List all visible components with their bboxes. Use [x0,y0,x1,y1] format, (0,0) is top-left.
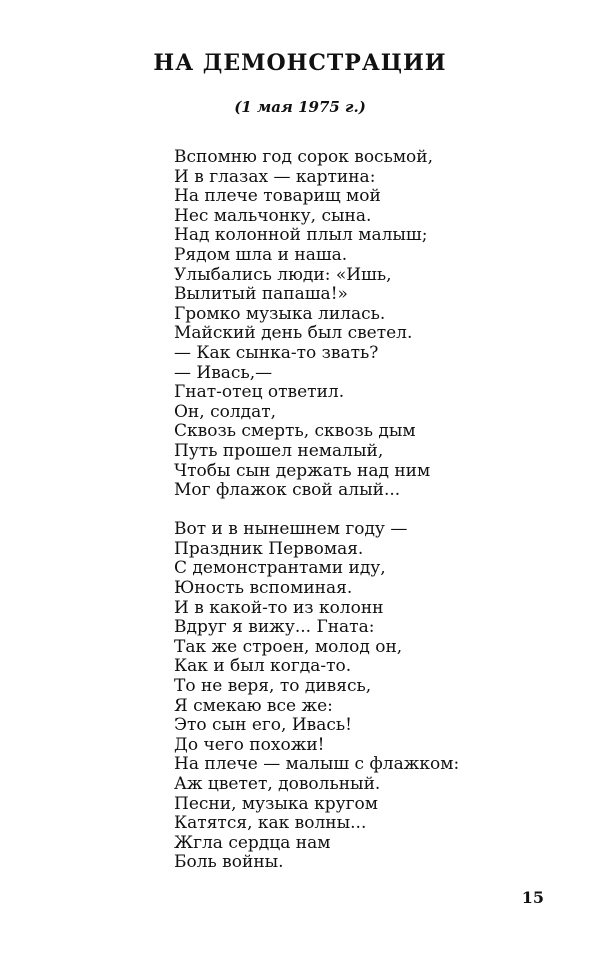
poem-line: — Как сынка-то звать? [174,342,379,363]
poem-line: Громко музыка лилась. [174,303,386,324]
poem-line: Аж цветет, довольный. [174,774,381,794]
poem-line: Вылитый папаша!» [174,284,348,305]
poem-line: Над колонной плыл малыш; [174,225,428,246]
stanza-1 [174,148,574,501]
poem-line: Чтобы сын держать над ним [174,460,431,481]
poem-line: Боль войны. [174,852,284,873]
poem-line: До чего похожи! [174,734,325,755]
poem-line: Как и был когда-то. [174,656,352,677]
poem-dedication: (1 мая 1975 г.) [234,98,366,116]
poem-line: И в глазах — картина: [174,166,376,187]
poem-line: И в какой-то из колонн [174,597,384,618]
poem-title: НА ДЕМОНСТРАЦИИ [153,50,447,76]
poem-line: Вспомню год сорок восьмой, [174,147,434,167]
poem-line: На плече товарищ мой [174,186,381,207]
stanza-2 [174,520,574,873]
poem-line: Сквозь смерть, сквозь дым [174,421,416,442]
poem-body [174,148,574,873]
poem-line: Путь прошел немалый, [174,440,384,461]
poem-line: Улыбались люди: «Ишь, [174,264,392,285]
poem-line: Песни, музыка кругом [174,793,378,814]
poem-line: То не веря, то дивясь, [174,676,372,697]
poem-line: Майский день был светел. [174,323,413,344]
page-number: 15 [521,888,544,907]
poem-line: Нес мальчонку, сына. [174,205,372,226]
poem-line: Это сын его, Ивась! [174,715,352,736]
poem-line: — Ивась,— [174,362,273,383]
poem-line: Вдруг я вижу... Гната: [174,617,375,638]
poem-line: Вот и в нынешнем году — [174,519,408,540]
poem-line: С демонстрантами иду, [174,558,386,579]
poem-line: Я смекаю все же: [174,695,333,716]
poem-line: Праздник Первомая. [174,538,364,559]
poem-line: Рядом шла и наша. [174,244,348,265]
poem-line: Он, солдат, [174,401,277,422]
poem-line: Гнат-отец ответил. [174,382,345,403]
poem-line: Жгла сердца нам [174,832,331,853]
poem-line: Юность вспоминая. [174,578,353,599]
poem-line: Катятся, как волны... [174,813,367,834]
poem-line: Так же строен, молод он, [174,636,403,657]
poem-line: На плече — малыш с флажком: [174,754,460,775]
poem-line: Мог флажок свой алый... [174,480,401,501]
